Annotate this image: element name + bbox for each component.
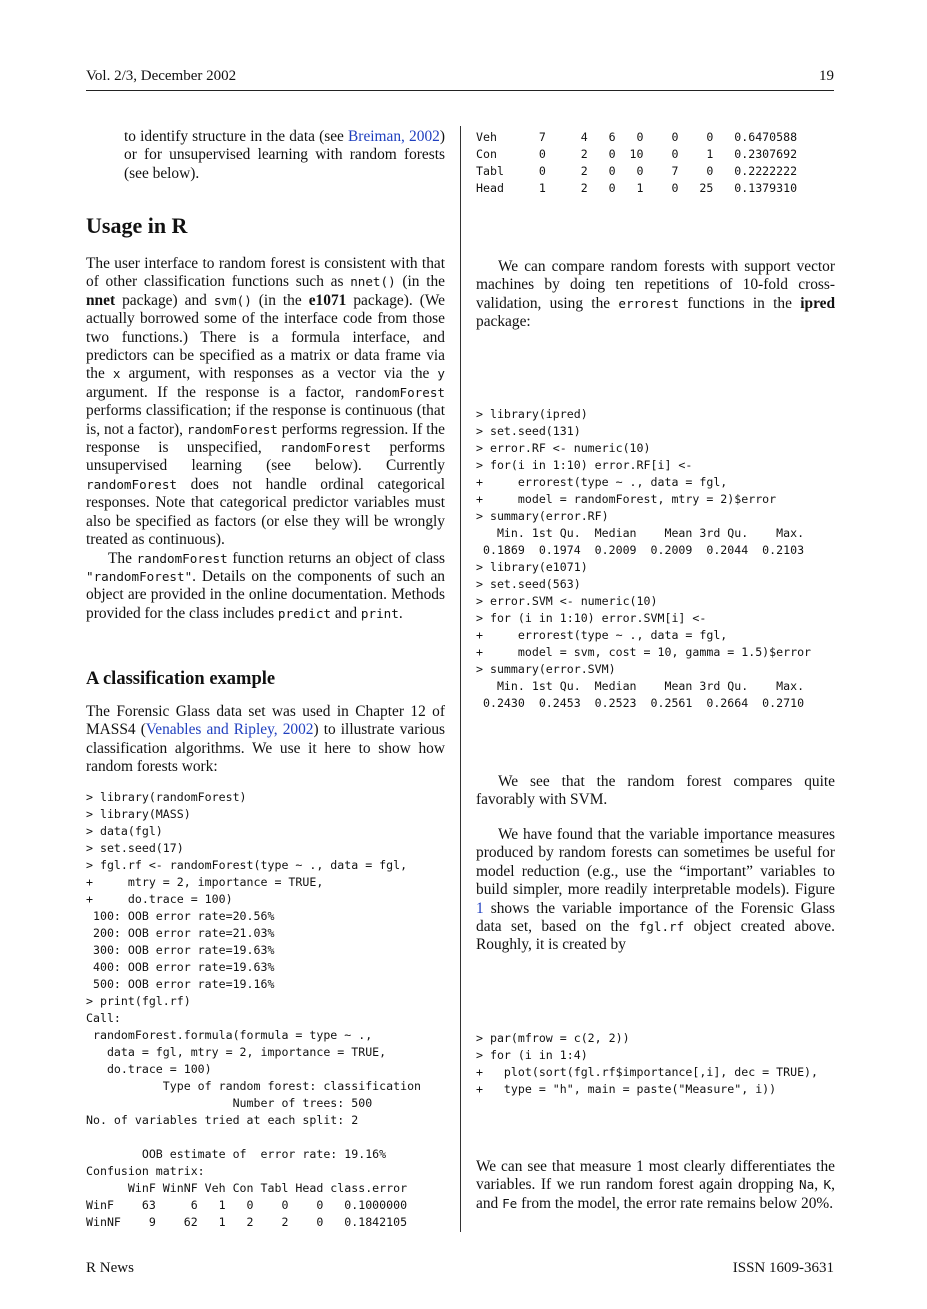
importance-body — [476, 826, 835, 955]
code-block-randomforest — [86, 789, 445, 1231]
svm-compare-paragraph: We can compare random forests with support vector machines by doing ten repetitions of 10-fold cross-validation, using the errorest functions in the ipred package: — [476, 258, 836, 331]
code-listing: > library(randomForest) > library(MASS) > data(fgl) > set.seed(17) > fgl.rf <- randomForest(type ~ ., data = fgl, + mtry = 2, importance = TRUE, + do.trace = 100) 100: OOB error rate=20.56% 200: OOB error rate=21.03% 300: OOB error rate=19.63% 400: OOB error rate=19.63% 500: OOB error rate=19.16% > print(fgl.rf) Call: randomForest.formula(formula = type ~ ., data = fgl, mtry = 2, importance = TRUE, do.trace = 100) Type of random forest: classification Number of trees: 500 No. of variables tried at each split: 2 OOB estimate of error rate: 19.16% Confusion matrix: WinF WinNF Veh Con Tabl Head class.error WinF 63 6 1 0 0 0 0.1000000 WinNF 9 62 1 2 2 0 0.1842105 — [86, 790, 422, 1229]
page-number: 19 — [819, 68, 834, 84]
section-title: Usage in R — [86, 213, 188, 238]
comparison-paragraph: We see that the random forest compares quite favorably with SVM. — [476, 773, 835, 809]
code-listing: Veh 7 4 6 0 0 0 0.6470588 Con 0 2 0 10 0 1 0.2307692 Tabl 0 2 0 0 7 0 0.2222222 Head 1 2 0 1 0 25 0.1379310 — [476, 130, 798, 195]
usage-paragraph: The user interface to random forest is consistent with that of other classification functions such as nnet() (in the nnet package) and svm() (in the e1071 package). (We actually borrowed some of the interface code from those two functions.) There is a formula interface, and predictors can be specified as a matrix or data frame via the x argument, with responses as a vector via the y argument. If the response is a factor, randomForest performs classification; if the response is continuous (that is, not a factor), randomForest performs regression. If the response is unspecified, randomForest performs unsupervised learning (see below). Currently randomForest does not handle ordinal categorical responses. Note that categorical predictor variables must also be specified as factors (or else they will be wrongly treated as continuous). — [86, 255, 446, 549]
section-usage — [86, 213, 445, 239]
code-block-plot — [476, 1030, 835, 1098]
forensic-glass-paragraph: The Forensic Glass data set was used in Chapter 12 of MASS4 (Venables and Ripley, 2002) to illustrate various classification algorithms. We use it here to show how random forests work: — [86, 703, 445, 776]
journal-volume: Vol. 2/3, December 2002 — [86, 68, 237, 84]
code-block-confusion-cont — [476, 129, 835, 197]
figure-link[interactable]: 1 — [476, 899, 484, 917]
importance-paragraph: We have found that the variable importance measures produced by random forests can sometimes be useful for model reduction (e.g., use the “important” variables to build simpler, more readily interpretable models). Figure 1 shows the variable importance of the Forensic Glass data set, based on the fgl.rf object created above. Roughly, it is created by — [476, 826, 835, 954]
column-divider — [460, 126, 461, 1232]
intro-paragraph: to identify structure in the data (see Breiman, 2002) or for unsupervised learning with random forests (see below). — [124, 128, 445, 182]
usage-body — [86, 255, 445, 623]
subsection-title: A classification example — [86, 669, 276, 689]
conclusion-paragraph: We can see that measure 1 most clearly differentiates the variables. If we run random forest again dropping Na, K, and Fe from the model, the error rate remains below 20%. — [476, 1158, 835, 1212]
code-listing: > library(ipred) > set.seed(131) > error.RF <- numeric(10) > for(i in 1:10) error.RF[i] <- + errorest(type ~ ., data = fgl, + model = randomForest, mtry = 2)$error > summary(error.RF) Min. 1st Qu. Median Mean 3rd Qu. Max. 0.1869 0.1974 0.2009 0.2009 0.2044 0.2103 > library(e1071) > set.seed(563) > error.SVM <- numeric(10) > for (i in 1:10) error.SVM[i] <- + errorest(type ~ ., data = fgl, + model = svm, cost = 10, gamma = 1.5)$error > summary(error.SVM) Min. 1st Qu. Median Mean 3rd Qu. Max. 0.2430 0.2453 0.2523 0.2561 0.2664 0.2710 — [476, 407, 812, 710]
conclusion-body — [476, 1158, 835, 1213]
citation-link-venables[interactable]: Venables and Ripley, 2002 — [145, 721, 314, 739]
subsection-classification — [86, 669, 445, 690]
left-column — [86, 128, 445, 183]
journal-name: R News — [86, 1260, 134, 1276]
svm-compare-body — [476, 258, 835, 332]
classification-body — [86, 703, 445, 777]
comparison-body — [476, 773, 835, 810]
issn: ISSN 1609-3631 — [732, 1260, 834, 1276]
code-block-errorest — [476, 406, 835, 712]
citation-link-breiman[interactable]: Breiman, 2002 — [348, 128, 440, 145]
code-listing: > par(mfrow = c(2, 2)) > for (i in 1:4) + plot(sort(fgl.rf$importance[,i], dec = TRUE), + type = "h", main = paste("Measure", i)) — [476, 1031, 819, 1096]
return-value-paragraph: The randomForest function returns an object of class "randomForest". Details on the components of such an object are provided in the online documentation. Methods provided for the class includes predict and print. — [86, 549, 445, 622]
running-header — [86, 68, 834, 91]
